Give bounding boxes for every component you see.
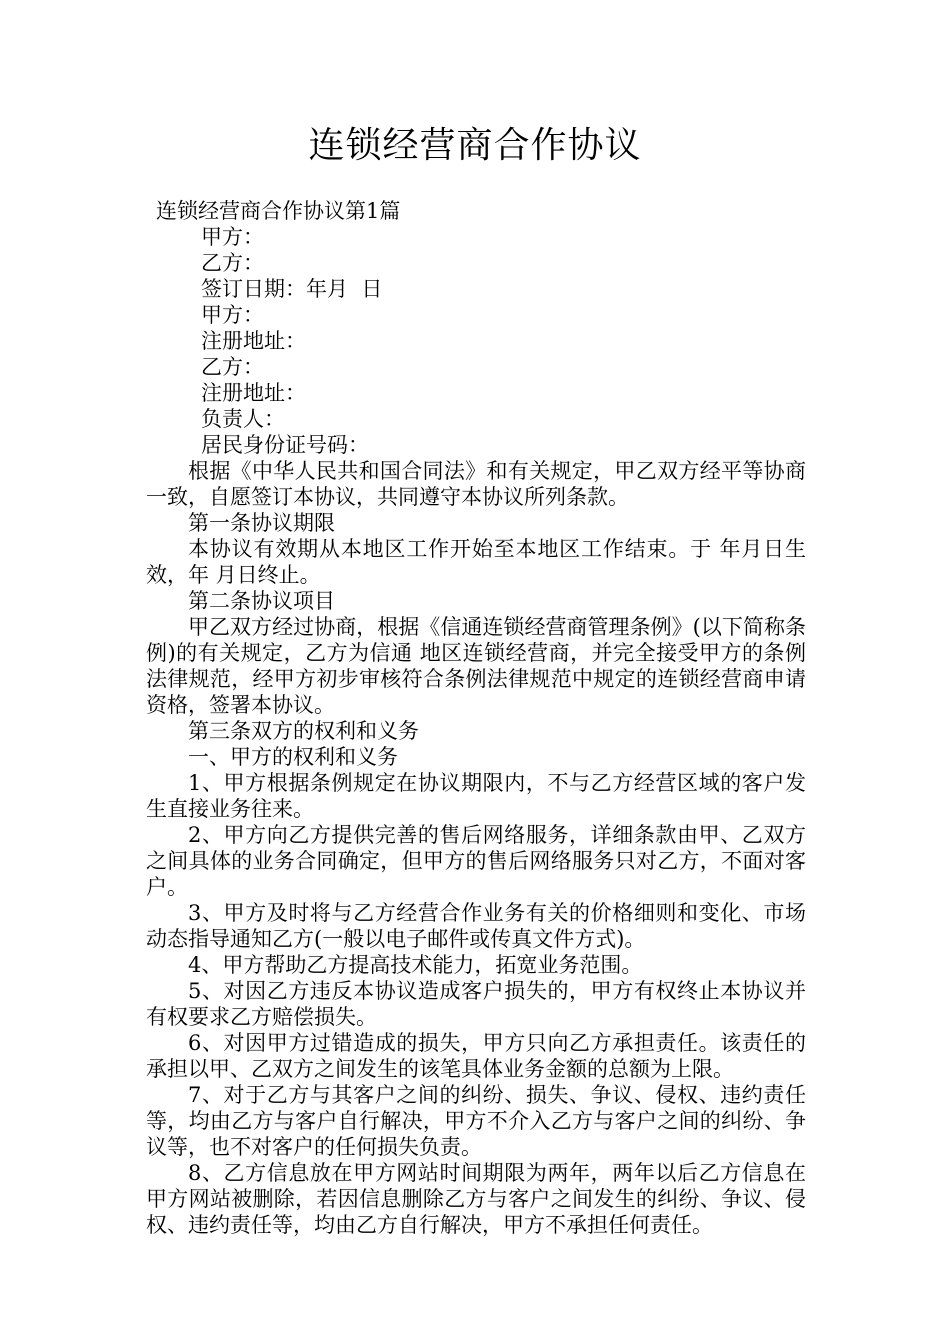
document-subtitle: 连锁经营商合作协议第1篇 (156, 199, 401, 223)
clause-7: 7、对于乙方与其客户之间的纠纷、损失、争议、侵权、违约责任等，均由乙方与客户自行解决，甲方不介入乙方与客户之间的纠纷、争议等，也不对客户的任何损失负责。 (146, 1083, 806, 1159)
clause-6: 6、对因甲方过错造成的损失，甲方只向乙方承担责任。该责任的承担以甲、乙双方之间发生的该笔具体业务金额的总额为上限。 (146, 1031, 806, 1081)
signing-date-field: 签订日期：年月 日 (201, 277, 383, 301)
preamble-paragraph: 根据《中华人民共和国合同法》和有关规定，甲乙双方经平等协商一致，自愿签订本协议，共同遵守本协议所列条款。 (146, 459, 806, 509)
clause-3: 3、甲方及时将与乙方经营合作业务有关的价格细则和变化、市场动态指导通知乙方(一般以电子邮件或传真文件方式)。 (146, 901, 806, 951)
party-a-address-field: 注册地址： (201, 329, 306, 353)
clause-4: 4、甲方帮助乙方提高技术能力，拓宽业务范围。 (188, 953, 643, 977)
responsible-person-field: 负责人： (201, 407, 285, 431)
document-title: 连锁经营商合作协议 (308, 125, 642, 166)
article-2-heading: 第二条协议项目 (188, 589, 335, 613)
clause-5: 5、对因乙方违反本协议造成客户损失的，甲方有权终止本协议并有权要求乙方赔偿损失。 (146, 979, 806, 1029)
party-a-field: 甲方： (201, 225, 264, 249)
document-body (146, 198, 806, 1238)
clause-2: 2、甲方向乙方提供完善的售后网络服务，详细条款由甲、乙双方之间具体的业务合同确定，但甲方的售后网络服务只对乙方，不面对客户。 (146, 823, 806, 899)
id-number-field: 居民身份证号码： (201, 433, 369, 457)
clause-1: 1、甲方根据条例规定在协议期限内，不与乙方经营区域的客户发生直接业务往来。 (146, 771, 806, 821)
section-1-heading: 一、甲方的权利和义务 (188, 745, 398, 769)
article-3-heading: 第三条双方的权利和义务 (188, 719, 419, 743)
party-b-field-2: 乙方： (201, 355, 264, 379)
party-b-address-field: 注册地址： (201, 381, 306, 405)
party-a-field-2: 甲方： (201, 303, 264, 327)
article-1-paragraph: 本协议有效期从本地区工作开始至本地区工作结束。于 年月日生效，年 月日终止。 (146, 537, 806, 587)
clause-8: 8、乙方信息放在甲方网站时间期限为两年，两年以后乙方信息在甲方网站被删除，若因信息删除乙方与客户之间发生的纠纷、争议、侵权、违约责任等，均由乙方自行解决，甲方不承担任何责任。 (146, 1161, 806, 1237)
party-b-field: 乙方： (201, 251, 264, 275)
article-2-paragraph: 甲乙双方经过协商，根据《信通连锁经营商管理条例》(以下简称条例)的有关规定，乙方为信通 地区连锁经营商，并完全接受甲方的条例法律规范，经甲方初步审核符合条例法律规范中规定的连锁经营商申请资格，签署本协议。 (146, 615, 806, 717)
article-1-heading: 第一条协议期限 (188, 511, 335, 535)
